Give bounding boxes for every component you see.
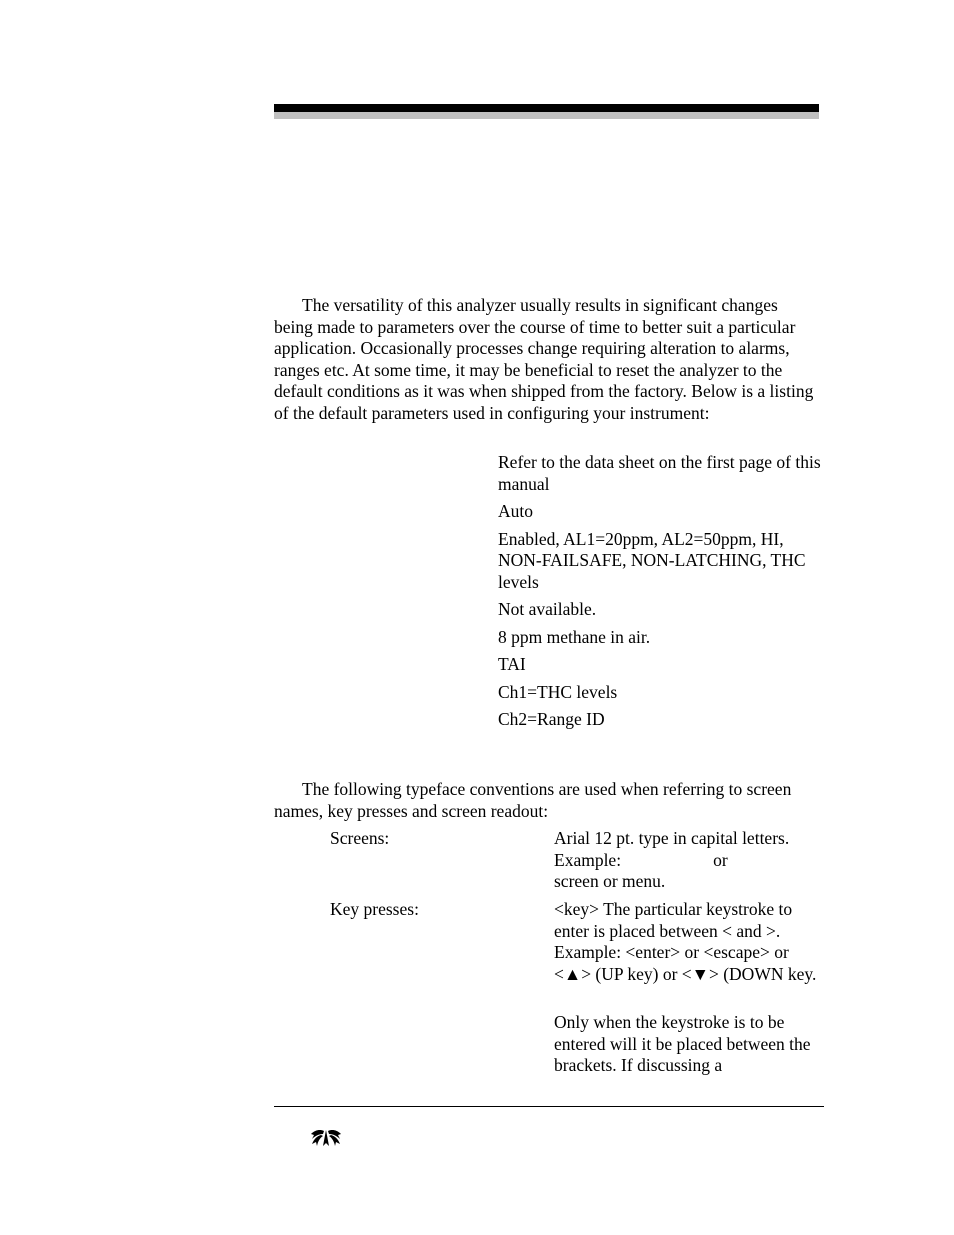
header-rule-black [274, 104, 819, 112]
screens-line-1: Arial 12 pt. type in capital letters. [554, 828, 790, 848]
default-value: 8 ppm methane in air. [498, 626, 651, 647]
default-value: Auto [498, 501, 533, 521]
default-value: TAI [498, 654, 526, 674]
default-value: Not available. [498, 599, 597, 619]
default-value: Refer to the data sheet on the first page of this manual [498, 452, 821, 494]
screens-label: Screens: [330, 828, 390, 848]
default-parameters-list [498, 452, 828, 737]
footer-rule [274, 1106, 824, 1107]
screens-line-3: screen or menu. [554, 871, 666, 891]
default-value: Enabled, AL1=20ppm, AL2=50ppm, HI, NON-FAILSAFE, NON-LATCHING, THC levels [498, 528, 806, 592]
screens-or: or [713, 849, 728, 870]
default-value: Ch2=Range ID [498, 709, 605, 729]
header-rule-gray [274, 112, 819, 119]
key-presses-note: Only when the keystroke is to be entered will it be placed between the brackets. If discussing a [554, 1012, 811, 1075]
screens-description [554, 828, 819, 893]
key-presses-description: <key> The particular keystroke to enter is placed between < and >. Example: <enter> or <escape> or <▲> (UP key) or <▼> (DOWN key. [554, 899, 817, 984]
conventions-paragraph: The following typeface conventions are used when referring to screen names, key presses and screen readout: [274, 779, 792, 821]
intro-paragraph: The versatility of this analyzer usually results in significant changes being made to parameters over the course of time to better suit a particular application. Occasionally processes change requiring alteration to alarms, ranges etc. At some time, it may be beneficial to reset the analyzer to the default conditions as it was when shipped from the factory. Below is a listing of the default parameters used in configuring your instrument: [274, 295, 814, 423]
key-presses-label: Key presses: [330, 899, 419, 919]
default-value: Ch1=THC levels [498, 681, 618, 702]
screens-line-2 [554, 850, 819, 872]
teledyne-logo-icon [306, 1126, 346, 1148]
screens-example-label: Example: [554, 849, 622, 870]
